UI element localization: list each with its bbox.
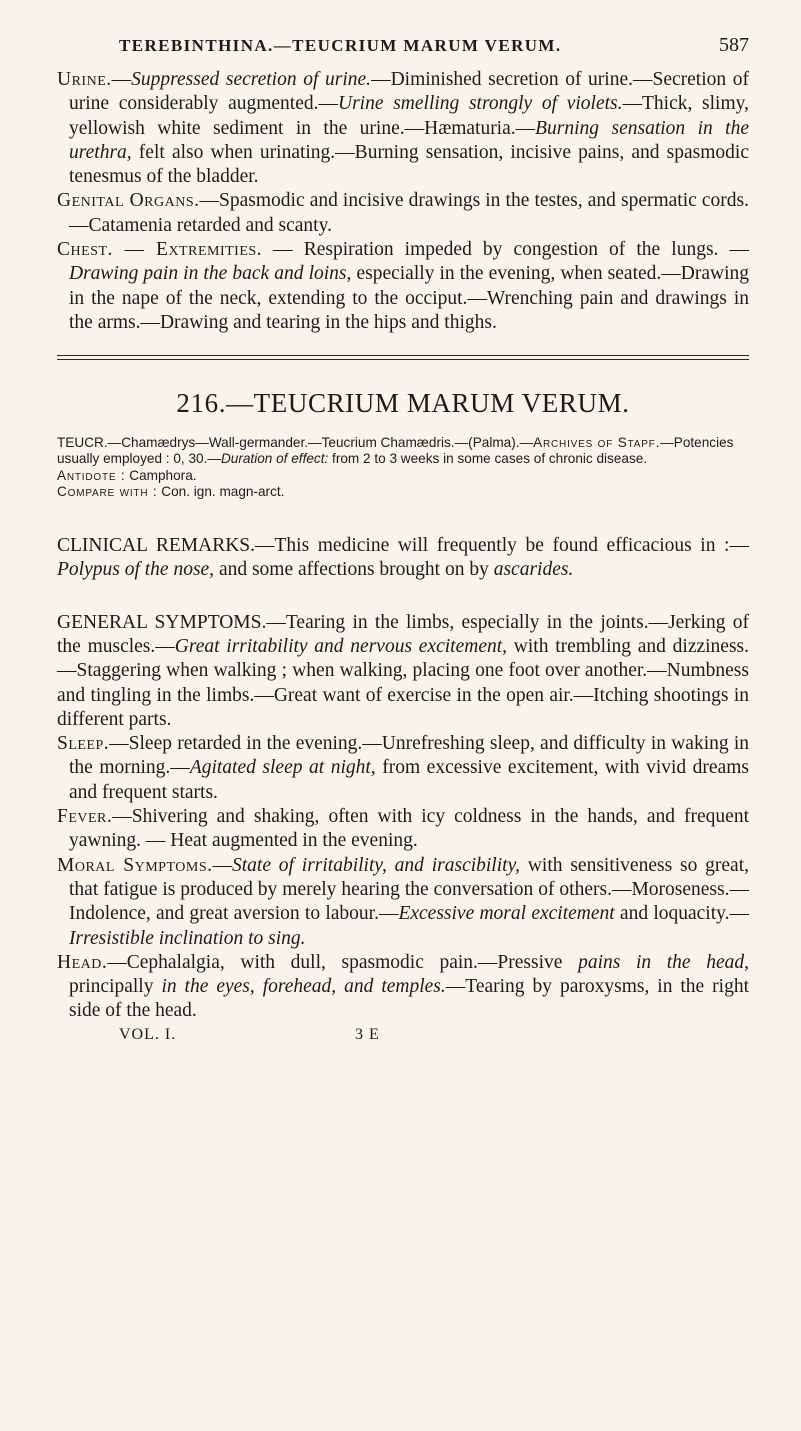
entry-text: from excessive excitement, with vivid dreams and frequent starts.: [69, 757, 749, 803]
antidote-line: [57, 468, 749, 484]
entry-text: and loquacity.—: [614, 903, 750, 925]
archives-label: Archives of Stapf.: [533, 435, 661, 451]
synonyms-line: [57, 435, 749, 467]
entry-text: —: [111, 69, 132, 90]
clinical-italic: Polypus of the nose,: [57, 559, 215, 581]
entry-text: especially in the evening, when seated.—Drawing in the nape of the neck, extending to the occiput.—Wrenching pain and drawings in the arms.—Drawing and tearing in the hips and thighs.: [69, 263, 749, 333]
entry-heading-fever: Fever.: [57, 806, 113, 828]
clinical-italic: ascarides.: [493, 559, 574, 581]
entry-italic-text: Great irritability and nervous excitement,: [174, 635, 508, 657]
running-head: [57, 30, 749, 60]
synonyms-text: TEUCR.—Chamædrys—Wall-germander.—Teucrium Chamædris.—(Palma).—: [57, 435, 534, 451]
antidote-label: Antidote :: [57, 467, 126, 483]
section-title: 216.—TEUCRIUM MARUM VERUM.: [176, 388, 630, 419]
entry-italic-text: Burning sensation in the urethra,: [69, 117, 749, 163]
moral-entry: [57, 854, 749, 951]
fever-entry: [57, 805, 749, 854]
entry-italic-text: in the eyes, forehead, and temples.: [161, 976, 446, 998]
entry-text: —Spasmodic and incisive drawings in the testes, and spermatic cords.—Catamenia retarded and scanty.: [69, 190, 749, 236]
running-title: TEREBINTHINA.—TEUCRIUM MARUM VERUM.: [119, 36, 562, 55]
entry-heading-sleep: Sleep.: [57, 733, 110, 755]
entry-text: — Respiration impeded by congestion of the lungs. —: [262, 239, 749, 261]
entry-text: —Diminished secretion of urine.—Secretion of urine considerably augmented.—: [69, 69, 750, 115]
entry-text: with sensitiveness so great, that fatigue is produced by merely hearing the conversation of others.—Moroseness.—Indolence, and great aversion to labour.—: [69, 854, 749, 925]
entry-italic-text: Urine smelling strongly of violets.: [338, 93, 623, 115]
signature-mark: 3 E: [355, 1025, 380, 1043]
compare-label: Compare with :: [57, 483, 158, 499]
entry-heading-head: Head.: [57, 951, 108, 973]
entry-text: —Sleep retarded in the evening.—Unrefreshing sleep, and difficulty in waking in the morning.—: [69, 733, 749, 779]
clinical-text: —This medicine will frequently be found efficacious in :—: [255, 535, 749, 557]
sleep-entry: [57, 732, 749, 805]
entry-italic-text: Irresistible inclination to sing.: [69, 927, 306, 949]
entry-heading-chest: Chest. — Extremities.: [57, 239, 263, 261]
general-symptoms: [57, 611, 749, 732]
entry-text: with trembling and dizziness.—Staggering when walking ; when walking, placing one foot over another.—Numbness and tingling in the limbs.—Great want of exercise in the open air.—Itching shootings in different parts.: [57, 635, 750, 730]
entry-heading-urine: Urine.: [57, 69, 112, 90]
entry-text: —Thick, slimy, yellowish white sediment in the urine.—Hæmaturia.—: [69, 93, 750, 139]
head-entry: [57, 951, 749, 1024]
entry-heading-moral: Moral Symptoms.: [57, 854, 213, 876]
remedy-synonyms-block: [57, 435, 749, 500]
duration-label: Duration of effect:: [220, 451, 329, 467]
urine-entry: [57, 68, 749, 189]
duration-text: from 2 to 3 weeks in some cases of chronic disease.: [328, 451, 648, 467]
entry-italic-text: pains in the head,: [578, 951, 749, 973]
entry-text: —Shivering and shaking, often with icy coldness in the hands, and frequent yawning. — Heat augmented in the evening.: [69, 806, 749, 852]
entry-italic-text: Agitated sleep at night,: [189, 757, 376, 779]
entry-text: —: [212, 854, 232, 876]
clinical-heading: CLINICAL REMARKS.: [57, 535, 255, 557]
antidote-text: Camphora.: [125, 467, 197, 483]
chest-entry: [57, 238, 749, 335]
compare-line: [57, 484, 749, 500]
entry-italic-text: Drawing pain in the back and loins,: [69, 263, 352, 285]
page-number: 587: [719, 34, 749, 56]
entry-heading-genital: Genital Organs.: [57, 190, 200, 212]
compare-text: Con. ign. magn-arct.: [157, 483, 285, 499]
entry-text: —Tearing by paroxysms, in the right side of the head.: [69, 976, 749, 1022]
potencies-text: —Potencies usually employed : 0, 30.—: [57, 435, 734, 467]
page-footer: [57, 1024, 749, 1048]
entry-text: —Cephalalgia, with dull, spasmodic pain.—Pressive: [107, 951, 579, 973]
general-heading: GENERAL SYMPTOMS.: [57, 611, 267, 633]
clinical-text: and some affections brought on by: [214, 559, 494, 581]
entry-italic-text: State of irritability, and irascibility,: [231, 854, 521, 876]
entry-italic-text: Excessive moral excitement: [398, 903, 615, 925]
entry-text: principally: [69, 976, 162, 998]
clinical-remarks: [57, 534, 749, 583]
volume-label: VOL. I.: [119, 1025, 177, 1043]
entry-italic-text: Suppressed secretion of urine.: [131, 69, 372, 90]
genital-entry: [57, 189, 749, 238]
entry-text: —Tearing in the limbs, especially in the joints.—Jerking of the muscles.—: [57, 611, 750, 657]
section-divider: [57, 355, 749, 360]
entry-text: felt also when urinating.—Burning sensation, incisive pains, and spasmodic tenesmus of the bladder.: [69, 141, 749, 188]
